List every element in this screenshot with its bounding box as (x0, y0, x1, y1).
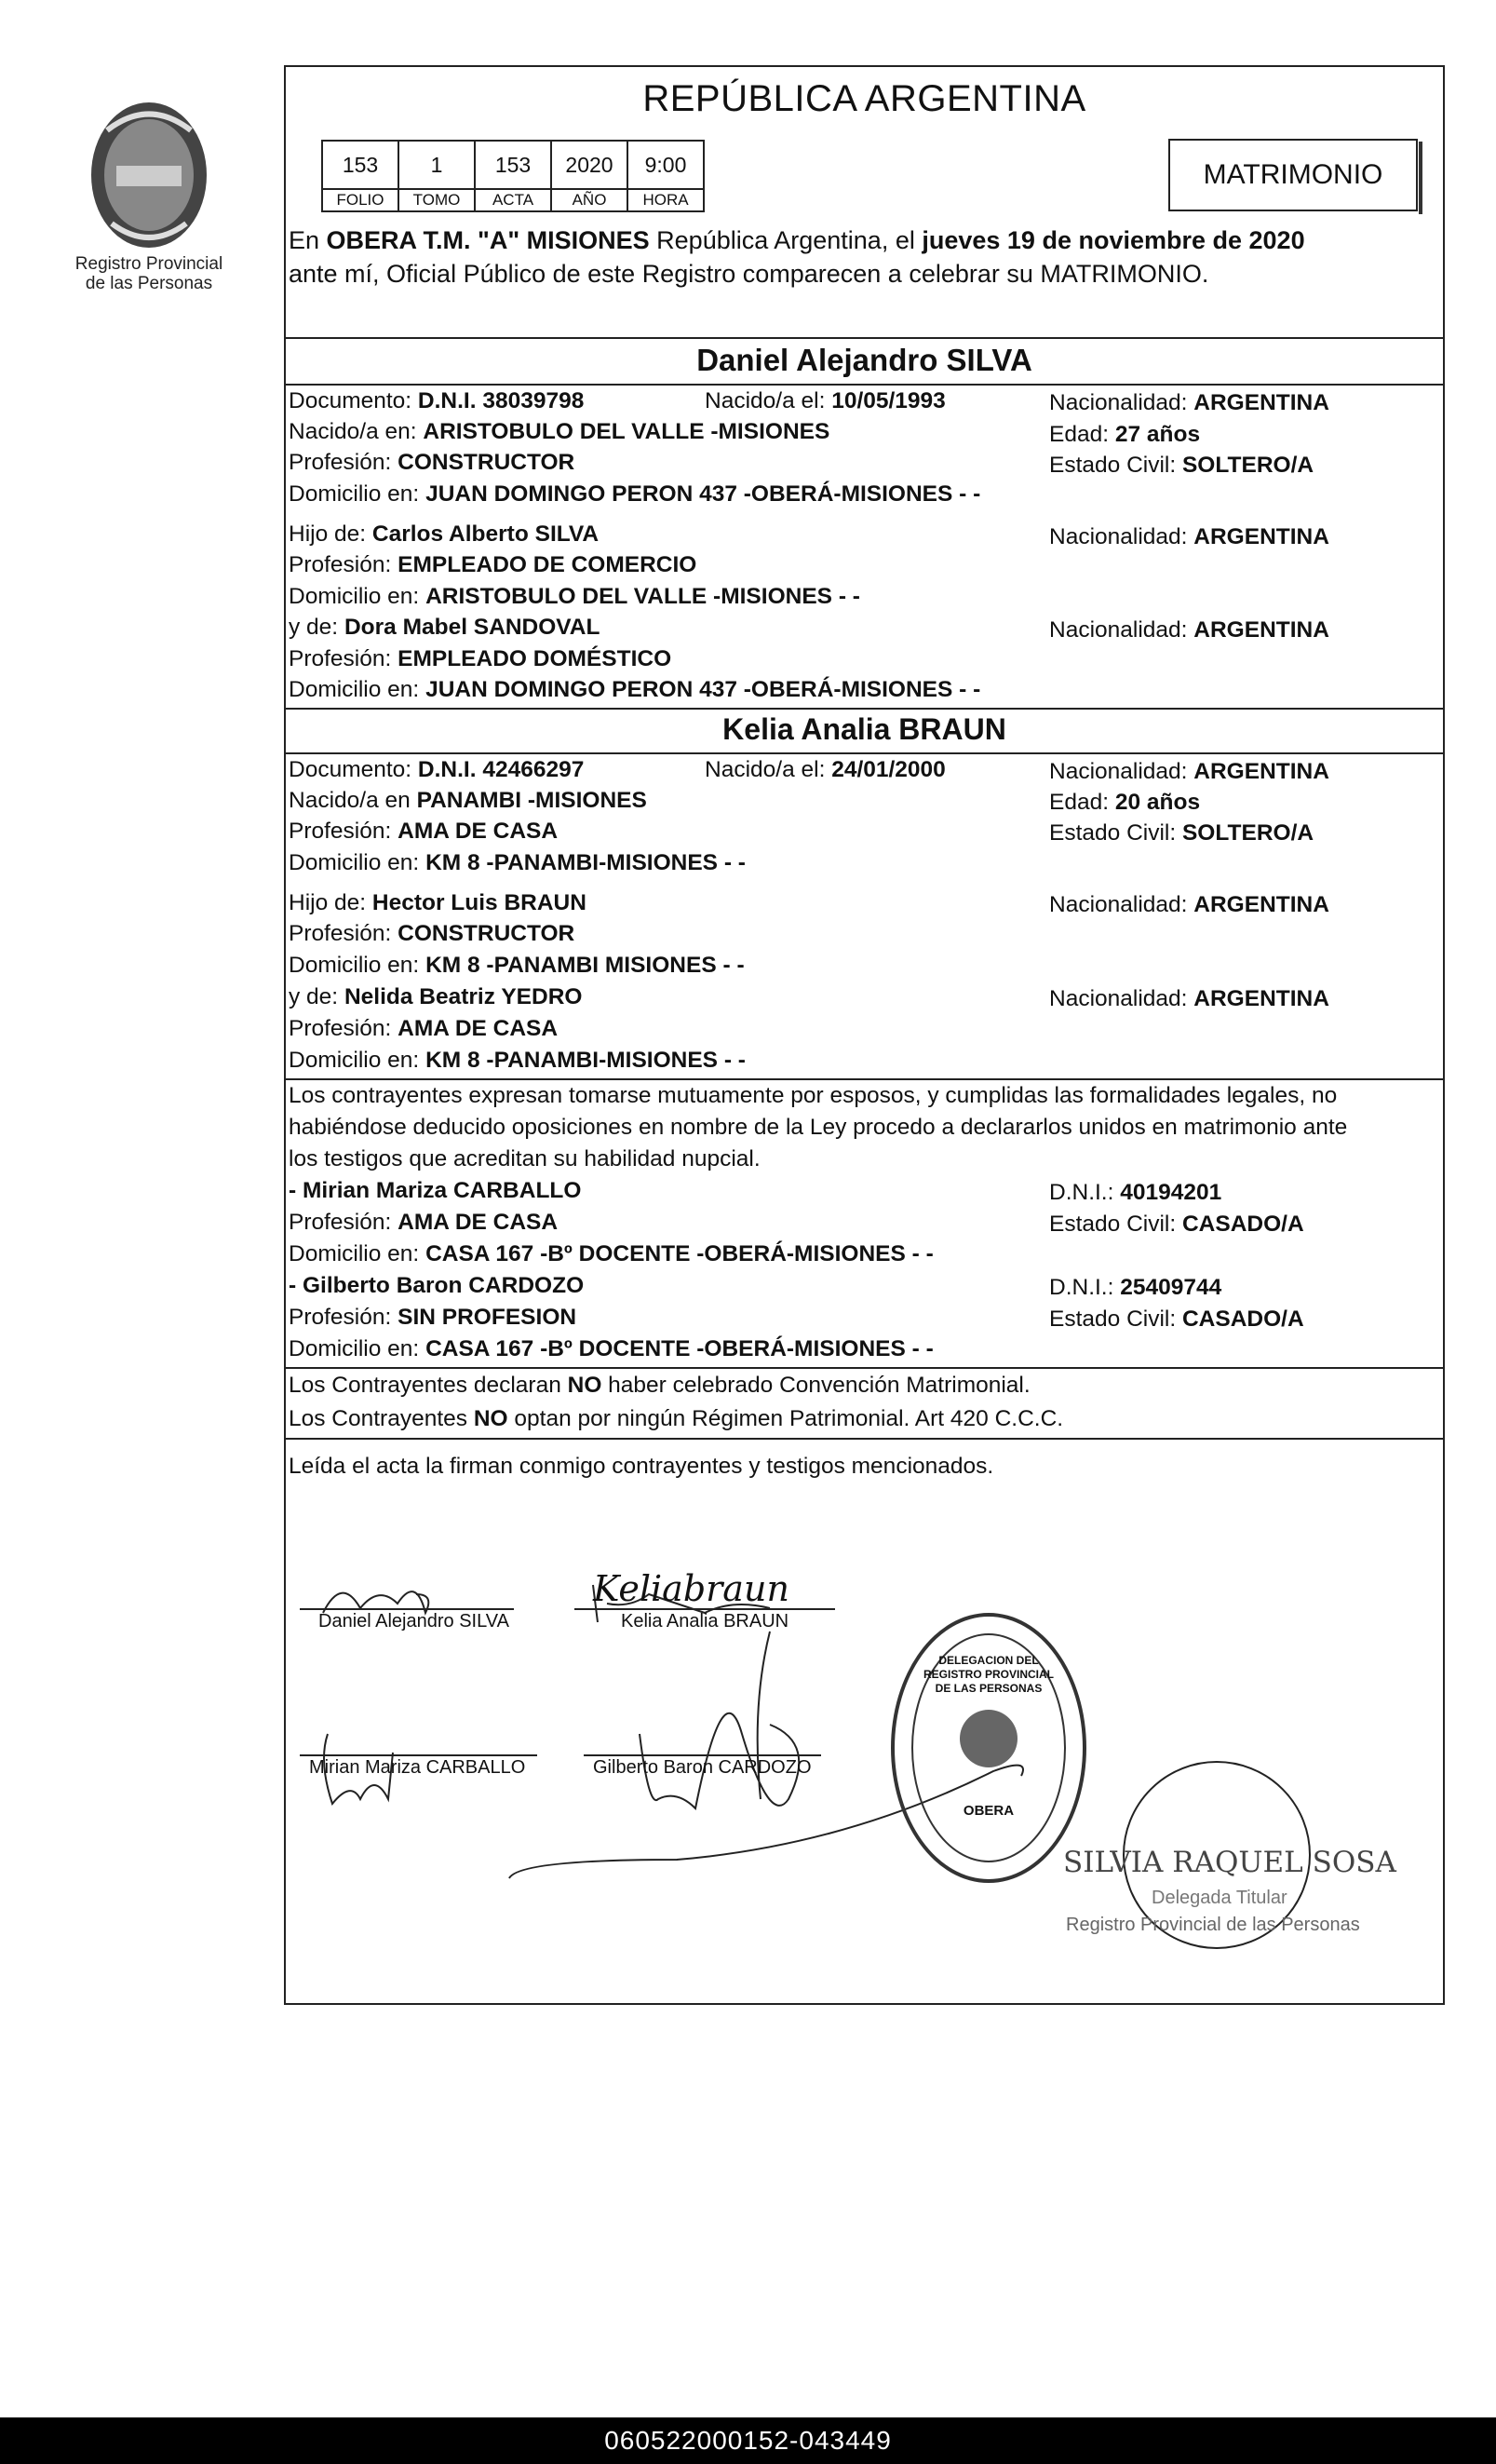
signature-line-4 (584, 1754, 821, 1756)
value: D.N.I. 38039798 (417, 388, 585, 413)
value: CASADO/A (1181, 1212, 1304, 1237)
label: Nacionalidad: (1049, 892, 1194, 917)
tomo-label: TOMO (412, 191, 461, 209)
closing-statement: Leída el acta la firman conmigo contrayentes y testigos mencionados. (289, 1454, 994, 1479)
label: Nacionalidad: (1049, 986, 1194, 1011)
label: Documento: (289, 388, 418, 413)
bride-mother (289, 983, 582, 1011)
folio-label: FOLIO (336, 191, 384, 209)
label: Profesión: (289, 921, 398, 946)
divider (286, 752, 1443, 754)
anio-value: 2020 (552, 142, 627, 190)
label: y de: (289, 984, 344, 1009)
label: Profesión: (289, 646, 398, 671)
signature-line-3 (300, 1754, 537, 1756)
province-seal-icon (70, 93, 228, 256)
intro-text-a: En (289, 226, 327, 254)
emphasis: NO (473, 1406, 508, 1431)
tomo-value: 1 (399, 142, 474, 190)
label: Hijo de: (289, 521, 372, 547)
declaration-line2: habiéndose deducido oposiciones en nombre de la Ley procedo a declararlos unidos en matrimonio ante (289, 1115, 1348, 1140)
bride-address (289, 849, 746, 877)
official-role: Delegada Titular (1152, 1888, 1287, 1908)
label: Nacionalidad: (1049, 390, 1194, 415)
record-type-box-shadow (1419, 142, 1422, 214)
value: 24/01/2000 (831, 757, 946, 782)
acta-box (474, 140, 552, 212)
witness1-address (289, 1240, 934, 1268)
value: AMA DE CASA (398, 819, 559, 844)
declaration-line1: Los contrayentes expresan tomarse mutuamente por esposos, y cumplidas las formalidades legales, no (289, 1083, 1338, 1108)
bride-father (289, 889, 586, 917)
value: CASA 167 -Bº DOCENTE -OBERÁ-MISIONES - - (425, 1336, 934, 1361)
witness2-profession (289, 1304, 576, 1332)
text: Los Contrayentes (289, 1406, 474, 1431)
witness1-profession (289, 1209, 558, 1237)
value: CONSTRUCTOR (398, 921, 575, 946)
witness1-name (289, 1177, 581, 1205)
value: 27 años (1114, 422, 1201, 447)
value: SIN PROFESION (398, 1305, 577, 1330)
value: EMPLEADO DE COMERCIO (398, 552, 697, 577)
label: Domicilio en: (289, 1241, 426, 1266)
value: CASADO/A (1181, 1306, 1304, 1332)
value: ARISTOBULO DEL VALLE -MISIONES (423, 419, 830, 444)
bride-mother-nationality (1049, 985, 1329, 1013)
label: D.N.I.: (1049, 1275, 1121, 1300)
value: 25409744 (1120, 1275, 1222, 1300)
groom-mother-nationality (1049, 616, 1329, 644)
value: Nelida Beatriz YEDRO (344, 984, 583, 1009)
value: ARGENTINA (1193, 892, 1329, 917)
value: ARGENTINA (1193, 759, 1329, 784)
value: AMA DE CASA (398, 1210, 559, 1235)
label: Edad: (1049, 790, 1115, 815)
handwritten-name-2: Keliabraun (593, 1568, 789, 1609)
intro-line1 (289, 223, 1443, 257)
intro-place: OBERA T.M. "A" MISIONES (326, 226, 650, 254)
value: CONSTRUCTOR (398, 450, 575, 475)
label: D.N.I.: (1049, 1180, 1121, 1205)
value: ARGENTINA (1193, 617, 1329, 643)
value: AMA DE CASA (398, 1016, 559, 1041)
text: haber celebrado Convención Matrimonial. (601, 1373, 1031, 1398)
text: Los Contrayentes declaran (289, 1373, 568, 1398)
label: Nacionalidad: (1049, 524, 1194, 549)
record-type-box: MATRIMONIO (1168, 139, 1418, 211)
value: PANAMBI -MISIONES (416, 788, 647, 813)
bride-doc (289, 756, 584, 784)
value: 10/05/1993 (831, 388, 946, 413)
value: ARGENTINA (1193, 524, 1329, 549)
document-title: REPÚBLICA ARGENTINA (642, 78, 1086, 119)
groom-father-nationality (1049, 523, 1329, 551)
label: Estado Civil: (1049, 1306, 1182, 1332)
text: optan por ningún Régimen Patrimonial. Art 420 C.C.C. (507, 1406, 1064, 1431)
folio-value: 153 (323, 142, 398, 190)
label: y de: (289, 615, 344, 640)
divider (286, 384, 1443, 386)
value: ARGENTINA (1193, 390, 1329, 415)
value: - Gilberto Baron CARDOZO (289, 1273, 585, 1298)
emphasis: NO (567, 1373, 602, 1398)
label: Domicilio en: (289, 1048, 426, 1073)
label: Domicilio en: (289, 584, 426, 609)
groom-nationality (1049, 389, 1329, 417)
stamp-bottom-text: OBERA (963, 1803, 1015, 1819)
value: 20 años (1114, 790, 1201, 815)
intro-paragraph (289, 223, 1443, 291)
witness2-address (289, 1335, 934, 1363)
witness2-name (289, 1272, 584, 1300)
groom-father-address (289, 583, 860, 611)
label: Domicilio en: (289, 1336, 426, 1361)
bride-born (705, 756, 946, 784)
value: Hector Luis BRAUN (371, 890, 586, 915)
groom-age (1049, 421, 1200, 449)
value: - Mirian Mariza CARBALLO (289, 1178, 582, 1203)
value: EMPLEADO DOMÉSTICO (398, 646, 672, 671)
value: KM 8 -PANAMBI-MISIONES - - (425, 1048, 746, 1073)
declaration-line3: los testigos que acreditan su habilidad nupcial. (289, 1146, 761, 1171)
label: Domicilio en: (289, 850, 426, 875)
stamp-emblem-icon (960, 1710, 1018, 1767)
groom-born (705, 387, 946, 415)
label: Nacido/a en (289, 788, 417, 813)
hora-box (627, 140, 705, 212)
bride-profession (289, 818, 558, 846)
groom-profession (289, 449, 574, 477)
value: SOLTERO/A (1181, 820, 1314, 846)
label: Nacionalidad: (1049, 759, 1194, 784)
groom-mother-address (289, 676, 980, 704)
value: KM 8 -PANAMBI-MISIONES - - (425, 850, 746, 875)
label: Profesión: (289, 1210, 398, 1235)
label: Documento: (289, 757, 418, 782)
witness1-civil-status (1049, 1211, 1304, 1239)
certificate-frame (284, 65, 1445, 2005)
value: 40194201 (1120, 1180, 1222, 1205)
label: Estado Civil: (1049, 820, 1182, 846)
signature-line-1 (300, 1608, 514, 1610)
logo-caption-line2: de las Personas (85, 274, 213, 293)
acta-value: 153 (476, 142, 550, 190)
groom-civil-status (1049, 452, 1314, 480)
registry-logo-caption (56, 254, 242, 293)
label: Nacido/a el: (705, 388, 832, 413)
value: CASA 167 -Bº DOCENTE -OBERÁ-MISIONES - - (425, 1241, 934, 1266)
groom-address (289, 481, 980, 508)
declaration-paragraph (289, 1080, 1443, 1175)
groom-father-profession (289, 551, 696, 579)
value: JUAN DOMINGO PERON 437 -OBERÁ-MISIONES - - (425, 481, 981, 507)
value: Dora Mabel SANDOVAL (344, 615, 600, 640)
bride-birthplace (289, 787, 647, 815)
intro-text-b: República Argentina, el (649, 226, 923, 254)
intro-line2: ante mí, Oficial Público de este Registro comparecen a celebrar su MATRIMONIO. (289, 260, 1209, 288)
label: Profesión: (289, 819, 398, 844)
signature-name-3: Mirian Mariza CARBALLO (309, 1757, 526, 1778)
divider (286, 708, 1443, 710)
label: Profesión: (289, 450, 398, 475)
official-org: Registro Provincial de las Personas (1066, 1915, 1360, 1935)
label: Nacionalidad: (1049, 617, 1194, 643)
signature-name-4: Gilberto Baron CARDOZO (593, 1757, 812, 1778)
official-stamp (891, 1613, 1086, 1883)
official-name: SILVIA RAQUEL SOSA (1063, 1846, 1396, 1879)
witness2-civil-status (1049, 1306, 1304, 1334)
label: Estado Civil: (1049, 453, 1182, 478)
convention-line2 (289, 1405, 1063, 1433)
bride-mother-address (289, 1047, 746, 1075)
bride-father-nationality (1049, 891, 1329, 919)
label: Estado Civil: (1049, 1212, 1182, 1237)
convention-line1 (289, 1372, 1031, 1400)
value: KM 8 -PANAMBI MISIONES - - (425, 953, 745, 978)
divider (286, 1367, 1443, 1369)
label: Profesión: (289, 552, 398, 577)
label: Nacido/a el: (705, 757, 832, 782)
tomo-box (398, 140, 476, 212)
value: JUAN DOMINGO PERON 437 -OBERÁ-MISIONES - - (425, 677, 981, 702)
signature-name-2: Kelia Analia BRAUN (621, 1611, 789, 1631)
hora-value: 9:00 (628, 142, 703, 190)
groom-birthplace (289, 418, 829, 446)
value: ARISTOBULO DEL VALLE -MISIONES - - (425, 584, 860, 609)
label: Domicilio en: (289, 953, 426, 978)
bride-civil-status (1049, 819, 1314, 847)
hora-label: HORA (642, 191, 689, 209)
signature-name-1: Daniel Alejandro SILVA (318, 1611, 509, 1631)
value: SOLTERO/A (1181, 453, 1314, 478)
value: ARGENTINA (1193, 986, 1329, 1011)
label: Hijo de: (289, 890, 372, 915)
record-boxes (321, 140, 703, 212)
label: Profesión: (289, 1016, 398, 1041)
bride-father-profession (289, 920, 574, 948)
divider (286, 1438, 1443, 1440)
logo-caption-line1: Registro Provincial (74, 254, 223, 274)
witness1-dni (1049, 1179, 1221, 1207)
intro-date: jueves 19 de noviembre de 2020 (922, 226, 1305, 254)
label: Edad: (1049, 422, 1115, 447)
acta-label: ACTA (492, 191, 534, 209)
folio-box (321, 140, 399, 212)
bride-mother-profession (289, 1015, 558, 1043)
anio-label: AÑO (572, 191, 607, 209)
document-barcode-code: 060522000152-043449 (0, 2417, 1496, 2464)
groom-mother-profession (289, 645, 671, 673)
bride-name: Kelia Analia BRAUN (722, 712, 1006, 746)
value: Carlos Alberto SILVA (371, 521, 600, 547)
label: Domicilio en: (289, 481, 426, 507)
groom-name: Daniel Alejandro SILVA (696, 343, 1032, 377)
bride-age (1049, 789, 1200, 817)
label: Nacido/a en: (289, 419, 424, 444)
label: Profesión: (289, 1305, 398, 1330)
groom-doc (289, 387, 584, 415)
stamp-text: DELEGACION DEL REGISTRO PROVINCIAL DE LAS PERSONAS (923, 1654, 1054, 1695)
witness2-dni (1049, 1274, 1221, 1302)
groom-mother (289, 614, 600, 642)
bride-father-address (289, 952, 745, 980)
label: Domicilio en: (289, 677, 426, 702)
anio-box (550, 140, 628, 212)
divider (286, 337, 1443, 339)
bride-nationality (1049, 758, 1329, 786)
groom-father (289, 521, 599, 548)
value: D.N.I. 42466297 (417, 757, 585, 782)
